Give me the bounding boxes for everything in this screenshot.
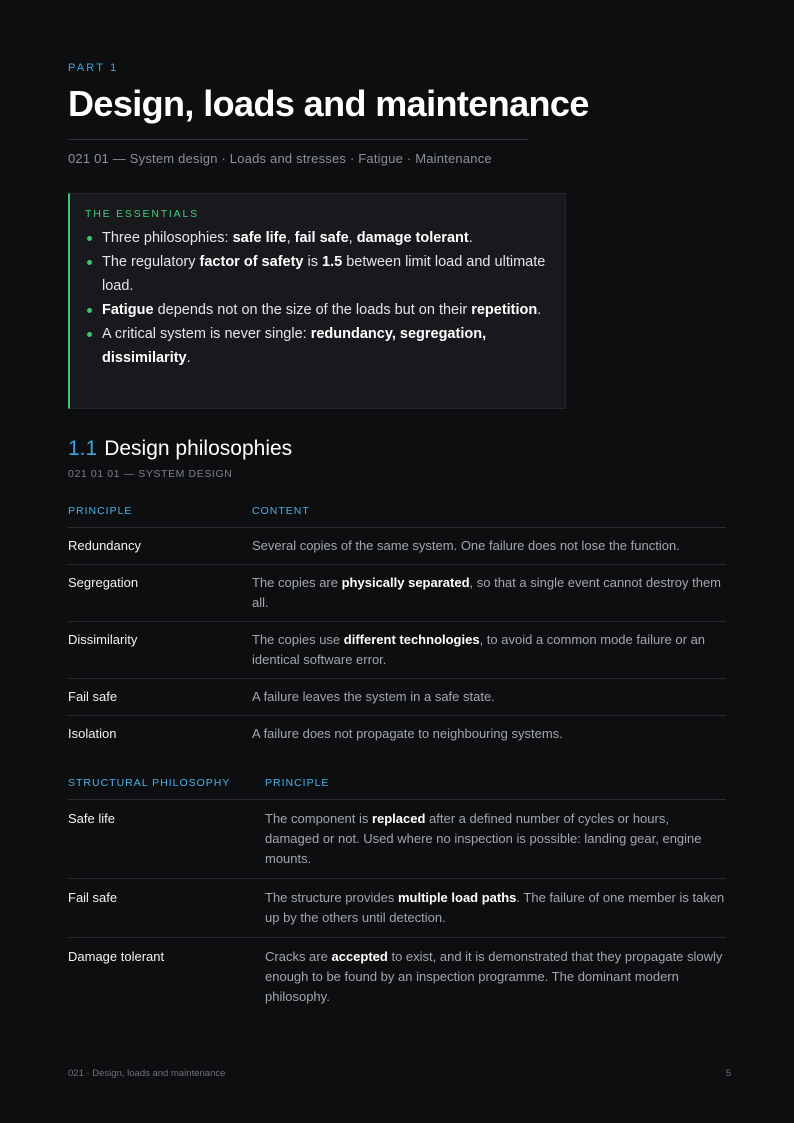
row-term: Segregation [68,565,252,622]
column-header-principle: PRINCIPLE [265,777,726,800]
text-run: between limit load and ultimate load. [102,254,546,294]
text-run: A failure leaves the system in a safe state. [252,689,495,704]
row-term: Isolation [68,726,117,741]
emphasis-text: damage tolerant [356,230,469,246]
text-run: is [303,254,323,270]
table-row [68,679,726,716]
title-divider [68,139,528,140]
text-run: Three philosophies: [102,230,233,246]
text-run: . [186,350,191,366]
essentials-item [85,322,549,370]
text-run: , to avoid a common mode failure or an identical software error. [252,632,706,667]
table-header-row [68,777,726,800]
emphasis-text: different technologies [343,632,480,647]
page-number: 5 [725,1068,731,1079]
row-term: Fail safe [68,679,252,716]
bullet-dot-icon [87,236,92,241]
essentials-heading: THE ESSENTIALS [85,208,199,220]
emphasis-text: safe life [232,230,287,246]
column-header-structural-philosophy: STRUCTURAL PHILOSOPHY [68,777,265,800]
row-term: Damage tolerant [68,949,165,964]
row-description [252,565,726,622]
essentials-box [68,193,566,409]
page-title: Design, loads and maintenance [68,83,589,124]
text-run: A critical system is never single: [102,326,311,342]
text-run: , [286,230,295,246]
emphasis-text: 1.5 [322,254,343,270]
text-run: The copies use [252,632,344,647]
text-run: The structure provides [265,890,398,905]
emphasis-text: replaced [371,811,426,826]
text-run: The copies are [252,575,342,590]
text-run: . [537,302,542,318]
row-description [252,528,726,565]
structural-philosophy-table [68,777,726,1016]
column-header-principle: PRINCIPLE [68,505,252,528]
part-label: PART 1 [68,62,119,74]
essentials-item [85,226,549,250]
table-row [68,938,726,1017]
section-subtitle: 021 01 01 — SYSTEM DESIGN [68,468,233,480]
text-run: to exist, and it is demonstrated that they propagate slowly enough to be found by an inspection programme. The dominant modern philosophy. [265,949,723,1004]
row-description [265,938,726,1017]
table-row [68,716,726,753]
bullet-dot-icon [87,308,92,313]
emphasis-text: repetition [471,302,538,318]
row-term: Redundancy [68,528,252,565]
section-title: Design philosophies [104,437,293,460]
row-term: Safe life [68,800,265,879]
section-heading [68,437,292,461]
table-row [68,800,726,879]
table-header-row [68,505,726,528]
text-run: , [348,230,357,246]
table-row [68,528,726,565]
essentials-item [85,250,549,298]
text-run: , so that a single event cannot destroy them all. [252,575,721,610]
text-run: A failure does not propagate to neighbouring systems. [252,726,563,741]
row-description [265,800,726,879]
row-description [265,879,726,938]
emphasis-text: factor of safety [199,254,304,270]
row-description [252,716,726,753]
principles-table [68,505,726,752]
row-description [252,622,726,679]
text-run: after a defined number of cycles or hours, damaged or not. Used where no inspection is possible: landing gear, engine mounts. [265,811,702,866]
text-run: Several copies of the same system. One failure does not lose the function. [252,538,680,553]
bullet-dot-icon [87,260,92,265]
row-description [252,679,726,716]
text-run: . [468,230,473,246]
essentials-item [85,298,549,322]
text-run: The regulatory [102,254,200,270]
page-subtitle: 021 01 — System design · Loads and stresses · Fatigue · Maintenance [68,151,492,166]
text-run: depends not on the size of the loads but on their [153,302,472,318]
table-row [68,565,726,622]
emphasis-text: Fatigue [102,302,154,318]
emphasis-text: multiple load paths [397,890,517,905]
table-row [68,879,726,938]
emphasis-text: accepted [331,949,388,964]
row-term: Fail safe [68,879,265,938]
text-run: Cracks are [265,949,332,964]
emphasis-text: physically separated [341,575,470,590]
table-row [68,622,726,679]
footer-text: 021 · Design, loads and maintenance [68,1068,226,1079]
essentials-list [85,226,549,370]
text-run: . The failure of one member is taken up by the others until detection. [265,890,725,925]
row-term: Dissimilarity [68,622,252,679]
emphasis-text: redundancy, segregation, dissimilarity [102,326,487,366]
column-header-content: CONTENT [252,505,726,528]
section-number: 1.1 [68,437,98,460]
bullet-dot-icon [87,332,92,337]
emphasis-text: fail safe [294,230,349,246]
text-run: The component is [265,811,372,826]
